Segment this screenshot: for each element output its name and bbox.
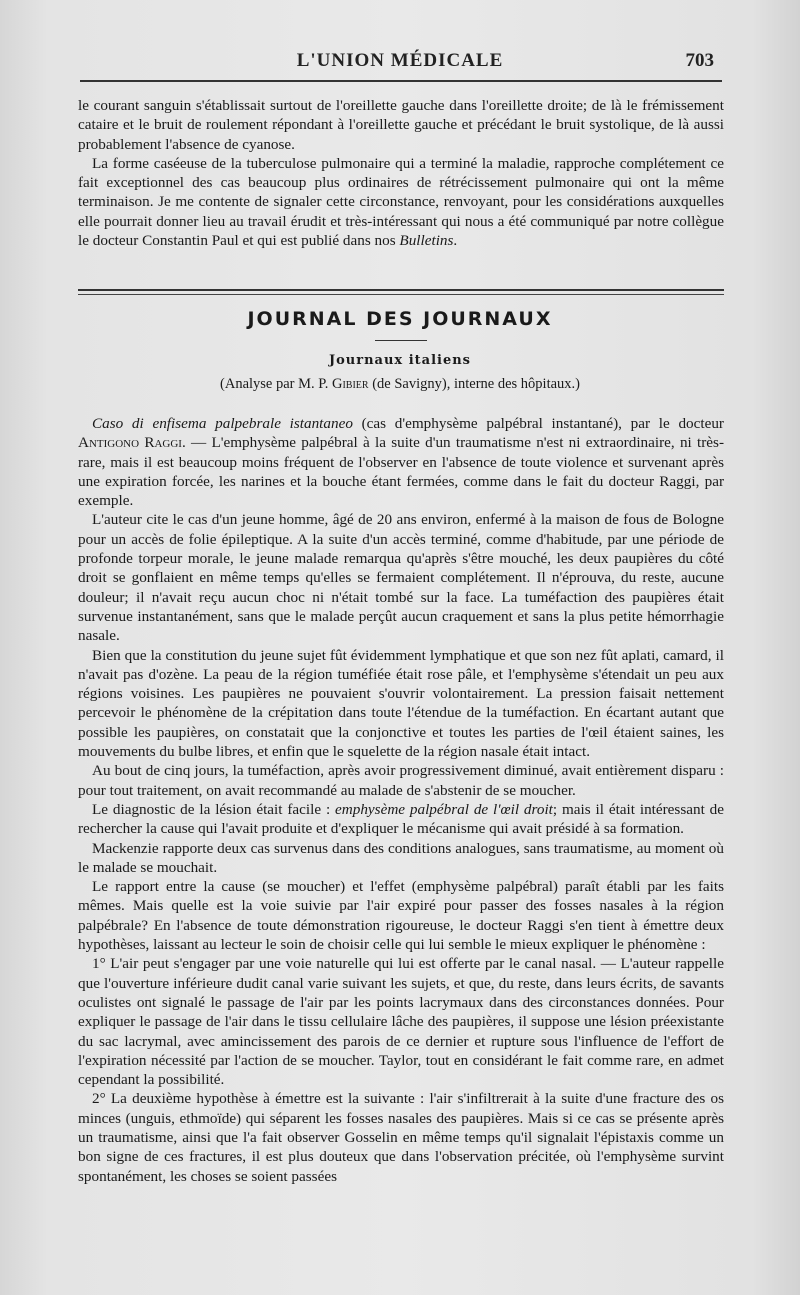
article-p5-b: ; mais il était intéressant de rechercher la cause qui l'avait produite et d'expliquer le mécanisme qui avait présidé à sa formation. (78, 800, 725, 838)
section-rule-thick (78, 289, 724, 291)
credit-name: Gibier (331, 376, 369, 392)
article-paragraph-9: 2° La deuxième hypothèse à émettre est la suivante : l'air s'infiltrerait à la suite d'une fracture des os minces (unguis, ethmoïde) qui séparent les fosses nasales des paupières. Mais si ce cas se présente après un traumatisme, ainsi que l'a fait observer Gosselin en même temps qu'il signalait l'épistaxis comme un bon signe de ces fractures, il est plus douteux que dans l'observation précitée, où l'emphysème survint spontanément, les choses se soient passées (78, 1090, 724, 1185)
article-paragraph-6: Mackenzie rapporte deux cas survenus dans des conditions analogues, sans traumatisme, au moment où le malade se mouchait. (78, 839, 724, 876)
intro-text (78, 96, 724, 250)
article-text (78, 414, 724, 1186)
bulletins-italic: Bulletins (399, 232, 454, 250)
intro-paragraph-2-end: . (453, 232, 458, 250)
article-paragraph-2: L'auteur cite le cas d'un jeune homme, âgé de 20 ans environ, enfermé à la maison de fous de Bologne pour un accès de folie épileptique. A la suite d'un accès terminé, comme d'habitude, par une période de profonde torpeur morale, le jeune malade remarqua qu'après s'être mouché, les deux paupières du côté droit se gonflaient en même temps qu'elles se fermaient complétement. Il n'éprouva, du reste, aucune douleur; il n'avait reçu aucun choc ni n'était tombé sur la face. La tuméfaction des paupières était survenue instantanément, sans que le malade perçût aucun craquement et sans la plus petite hémorrhagie nasale. (78, 511, 724, 645)
article-paragraph-8: 1° L'air peut s'engager par une voie naturelle qui lui est offerte par le canal nasal. — L'auteur rappelle que l'ouverture inférieure dudit canal varie suivant les sujets, et que, du reste, dans leurs écrits, de savants oculistes ont signalé le passage de l'air par les points lacrymaux dans des circonstances données. Pour expliquer le passage de l'air dans le tissu cellulaire lâche des paupières, il suppose une lésion préexistante du sac lacrymal, avec amincissement des parois de ce dernier et rupture sous l'influence de l'effort de l'expiration nécessité par l'action de se moucher. Taylor, tout en considérant le fait comme rare, en admet cependant la possibilité. (78, 955, 724, 1089)
article-paragraph-5 (78, 800, 724, 839)
intro-paragraph-2 (78, 154, 724, 250)
article-p1-a: (cas d'emphysème palpébral instantané), par le docteur (352, 415, 724, 432)
credit-open: (Analyse par M. P. (220, 376, 332, 392)
article-p5-a: Le diagnostic de la lésion était facile : (92, 800, 336, 818)
section-title: JOURNAL DES JOURNAUX (247, 308, 553, 330)
header-rule (80, 80, 722, 82)
article-paragraph-3: Bien que la constitution du jeune sujet fût évidemment lymphatique et que son nez fût aplati, camard, il n'avait pas d'ozène. La peau de la région tuméfiée était rose pâle, et l'emphysème s'étendait un peu aux régions voisines. Les paupières ne pouvaient s'ouvrir volontairement. La pression faisait nettement percevoir le phénomène de la crépitation dans toute l'étendue de la tuméfaction. En écartant autant que possible les paupières, on constatait que la conjonctive et toutes les parties de l'œil étaient saines, les mouvements du bulbe libres, et enfin que le squelette de la région nasale était intact. (78, 646, 724, 761)
intro-paragraph-1: le courant sanguin s'établissait surtout de l'oreillette gauche dans l'oreillette droite; de là le frémissement cataire et le bruit de roulement répondant à l'oreillette gauche et précédant le bruit systolique, de là aussi probablement l'absence de cyanose. (78, 97, 724, 153)
running-title: L'UNION MÉDICALE (296, 50, 504, 71)
page-number: 703 (685, 50, 714, 71)
section-rule-thin (78, 294, 724, 295)
credit-close: (de Savigny), interne des hôpitaux.) (368, 376, 580, 392)
article-title-italic: Caso di enfisema palpebrale istantaneo (92, 415, 353, 432)
diagnosis-italic: emphysème palpébral de l'œil droit (335, 800, 553, 818)
author-name: Antigono Raggi (78, 434, 182, 452)
article-paragraph-4: Au bout de cinq jours, la tuméfaction, après avoir progressivement diminué, avait entièrement disparu : pour tout traitement, on avait recommandé au malade de s'abstenir de se moucher. (78, 762, 724, 799)
subsection-title: Journaux italiens (328, 353, 471, 368)
analysis-credit (0, 376, 800, 393)
article-paragraph-1 (78, 414, 724, 510)
title-underline (375, 340, 427, 341)
intro-paragraph-2-text: La forme caséeuse de la tuberculose pulmonaire qui a terminé la maladie, rapproche complétement ce fait exceptionnel des cas beaucoup plus ordinaires de rétrécissement pulmonaire qui ont la même terminaison. Je me contente de signaler cette circonstance, renvoyant, pour les considérations auxquelles elle pourrait donner lieu au travail érudit et très-intéressant qui nous a été communiqué par notre collègue le docteur Constantin Paul et qui est publié dans nos (78, 154, 724, 250)
article-p1-b: . — L'emphysème palpébral à la suite d'un traumatisme n'est ni extraordinaire, ni très-rare, mais il est beaucoup moins fréquent de l'observer en l'absence de toute violence et survenant après une expiration forcée, les narines et la bouche étant fermées, comme dans le fait du docteur Raggi, par exemple. (78, 434, 724, 510)
running-header (0, 48, 800, 78)
article-paragraph-7: Le rapport entre la cause (se moucher) et l'effet (emphysème palpébral) paraît établi par les faits mêmes. Mais quelle est la voie suivie par l'air expiré pour passer des fosses nasales à la région palpébrale? En l'absence de toute démonstration rigoureuse, le docteur Raggi s'en tient à émettre deux hypothèses, laissant au lecteur le soin de choisir celle qui lui semble le mieux expliquer le phénomène : (78, 878, 724, 954)
